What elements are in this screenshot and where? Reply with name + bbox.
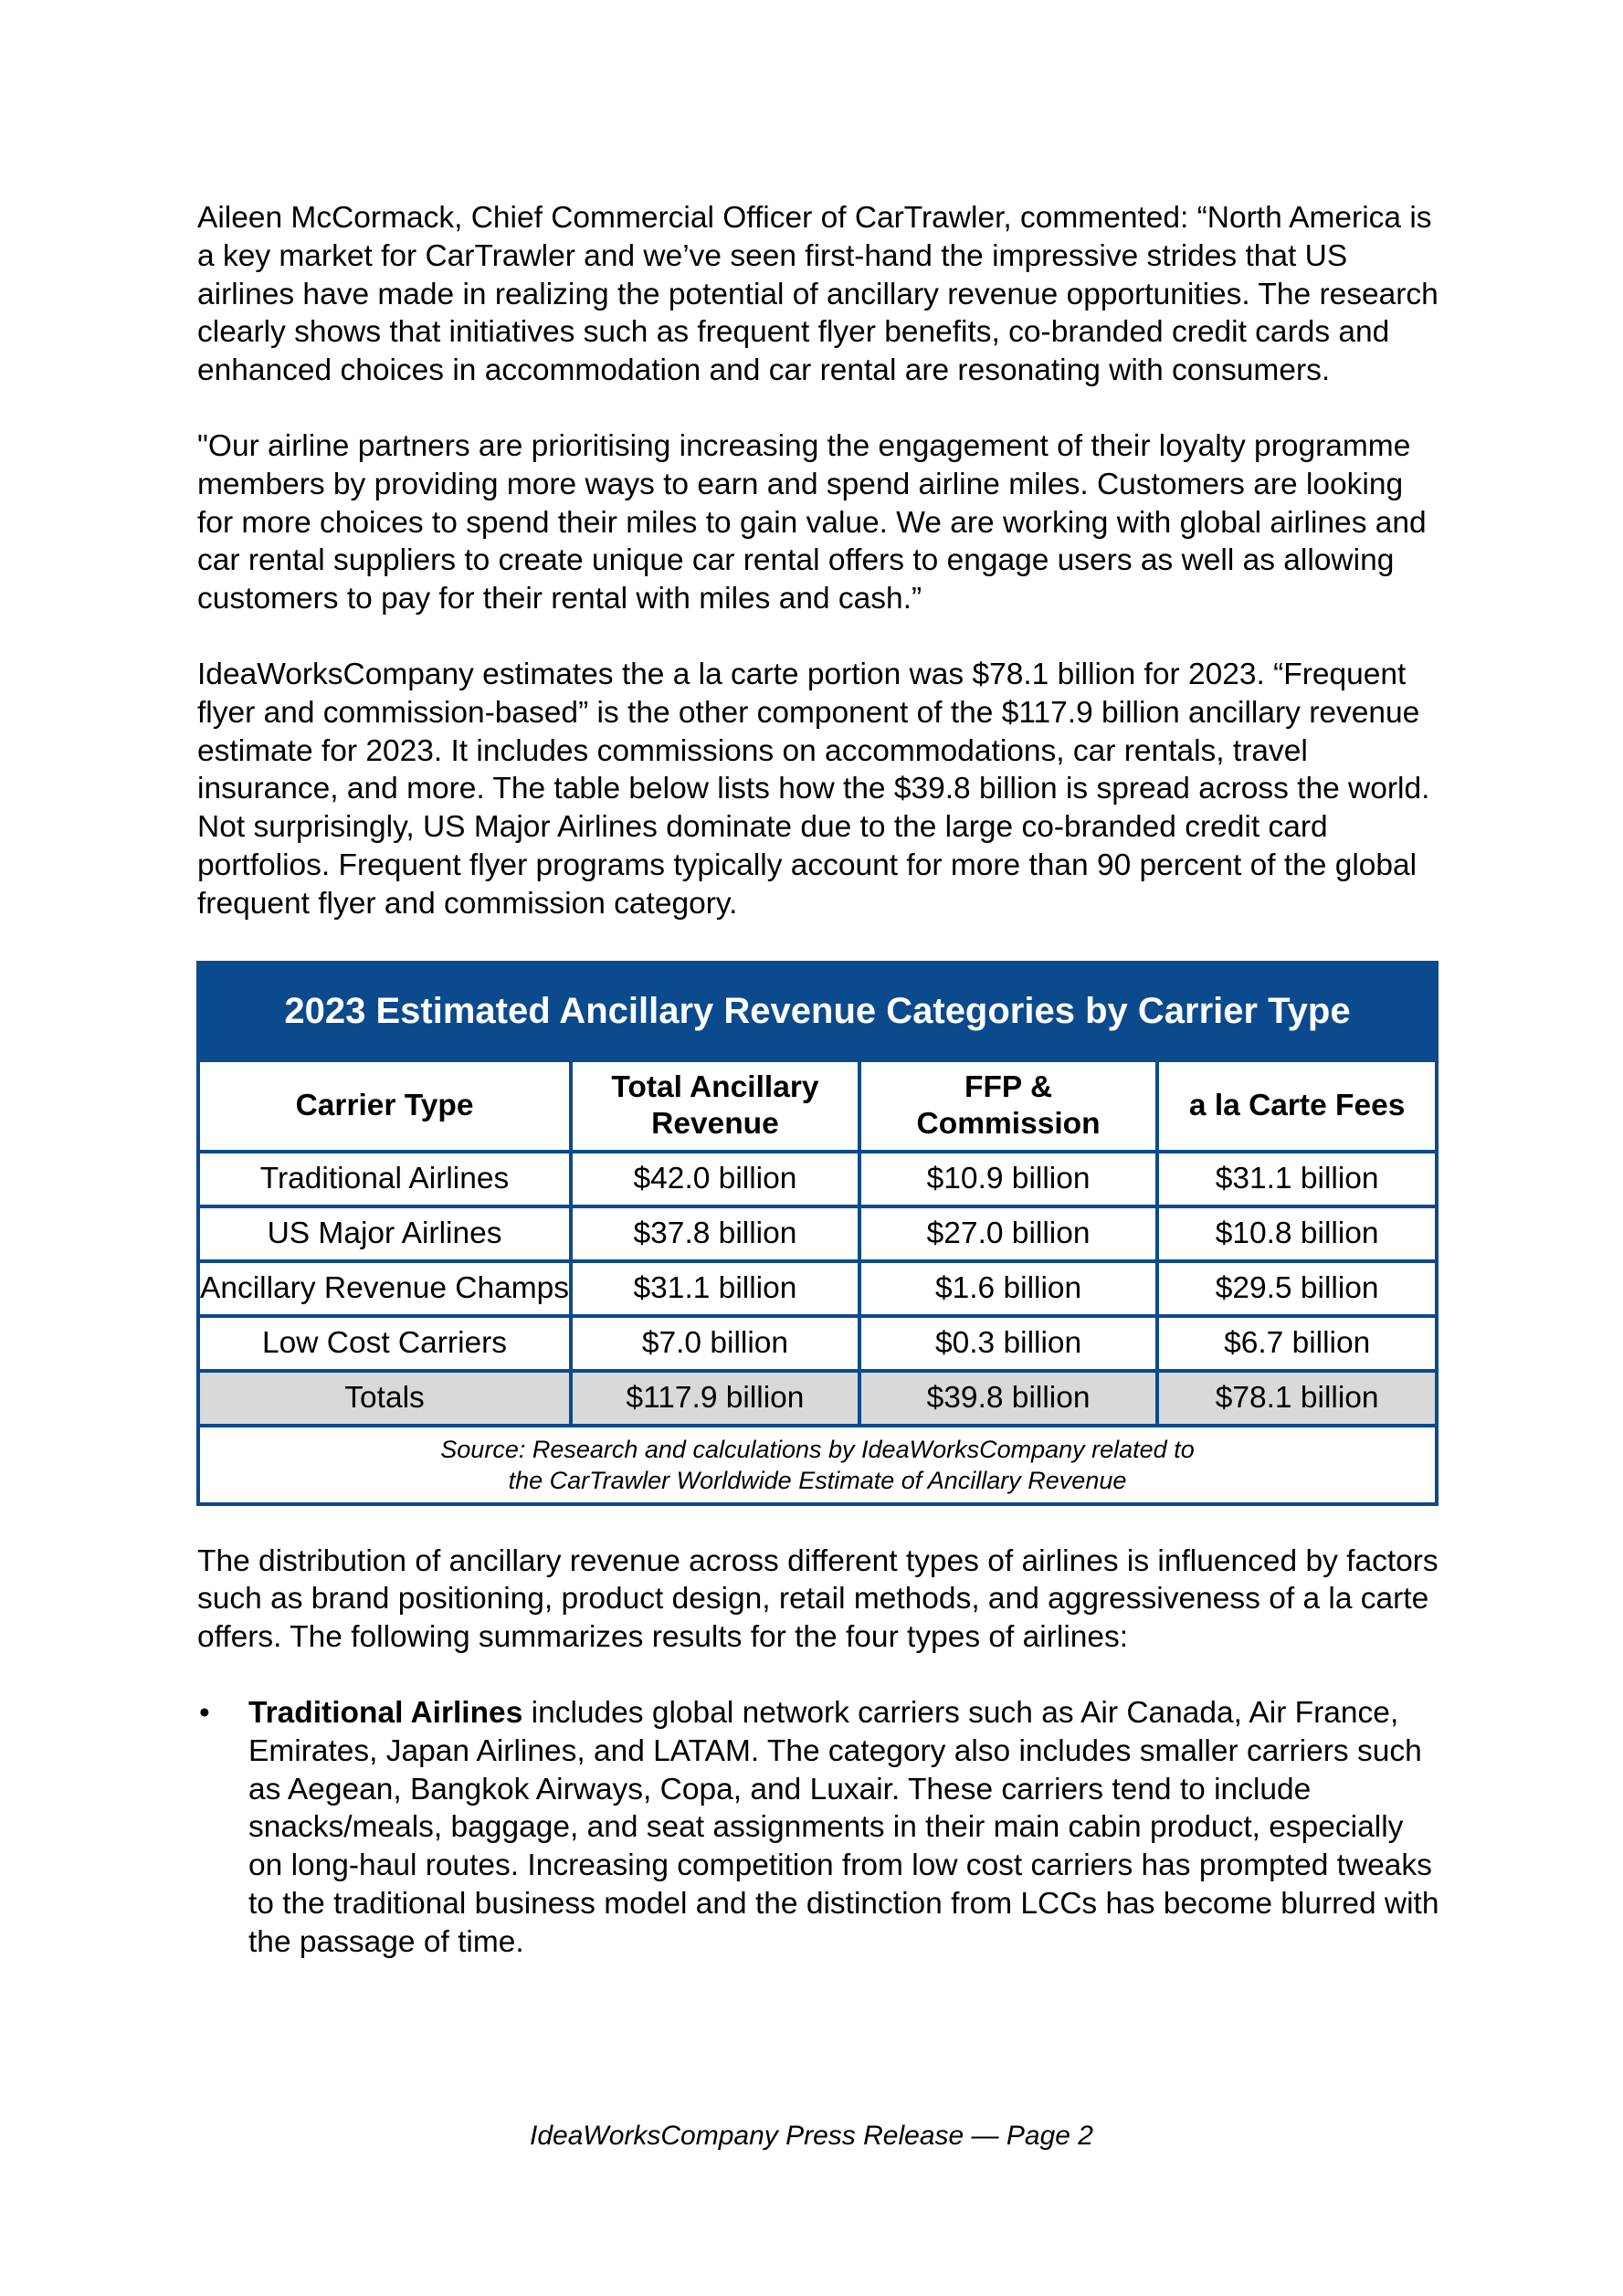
column-header-alacarte: a la Carte Fees [1157,1060,1437,1152]
source-row [198,1426,1437,1504]
cell: Totals [198,1371,571,1426]
revenue-table [196,961,1439,1506]
column-header-ffp: FFP & Commission [859,1060,1157,1152]
cell: $39.8 billion [859,1371,1157,1426]
column-header-total: Total Ancillary Revenue [571,1060,859,1152]
revenue-table-container [197,961,1439,1506]
cell: $27.0 billion [859,1206,1157,1261]
cell: $78.1 billion [1157,1371,1437,1426]
source-line-1: Source: Research and calculations by IdeaWorksCompany related to [440,1435,1195,1463]
document-page [197,199,1439,1962]
paragraph-distribution: The distribution of ancillary revenue across different types of airlines is influenced by factors such as brand positioning, product design, retail methods, and aggressiveness of a la carte offers. The following summarizes results for the four types of airlines: [197,1543,1439,1655]
table-row [198,1152,1437,1206]
cell: $0.3 billion [859,1316,1157,1371]
totals-row [198,1371,1437,1426]
cell: $42.0 billion [571,1152,859,1206]
table-header-row [198,1060,1437,1152]
cell: $10.9 billion [859,1152,1157,1206]
cell: $1.6 billion [859,1261,1157,1316]
cell: US Major Airlines [198,1206,571,1261]
carrier-type-list [197,1694,1439,1962]
source-note [198,1426,1437,1504]
table-title: 2023 Estimated Ancillary Revenue Categories by Carrier Type [198,963,1437,1060]
cell: $37.8 billion [571,1206,859,1261]
paragraph-airline-partners: "Our airline partners are prioritising increasing the engagement of their loyalty programme members by providing more ways to earn and spend airline miles. Customers are looking for more choices to spend their miles to gain value. We are working with global airlines and car rental suppliers to create unique car rental offers to engage users as well as allowing customers to pay for their rental with miles and cash.” [197,428,1427,616]
table-row [198,1316,1437,1371]
list-item-term: Traditional Airlines [248,1695,523,1730]
source-line-2: the CarTrawler Worldwide Estimate of Ancillary Revenue [508,1466,1127,1494]
cell: $31.1 billion [1157,1152,1437,1206]
cell: Ancillary Revenue Champs [198,1261,571,1316]
paragraph-estimates: IdeaWorksCompany estimates the a la carte portion was $78.1 billion for 2023. “Frequent flyer and commission-based” is the other component of the $117.9 billion ancillary revenue estimate for 2023. It includes commissions on accommodations, car rentals, travel insurance, and more. The table below lists how the $39.8 billion is spread across the world. Not surprisingly, US Major Airlines dominate due to the large co-branded credit card portfolios. Frequent flyer programs typically account for more than 90 percent of the global frequent flyer and commission category. [197,657,1430,921]
bullet-icon: • [199,1695,210,1730]
cell: $31.1 billion [571,1261,859,1316]
column-header-carrier-type: Carrier Type [198,1060,571,1152]
cell: $29.5 billion [1157,1261,1437,1316]
cell: $7.0 billion [571,1316,859,1371]
table-row [198,1206,1437,1261]
table-row [198,1261,1437,1316]
paragraph-mccormack-quote: Aileen McCormack, Chief Commercial Officer of CarTrawler, commented: “North America is a key market for CarTrawler and we’ve seen first-hand the impressive strides that US airlines have made in realizing the potential of ancillary revenue opportunities. The research clearly shows that initiatives such as frequent flyer benefits, co-branded credit cards and enhanced choices in accommodation and car rental are resonating with consumers. [197,201,1439,388]
cell: Traditional Airlines [198,1152,571,1206]
page-footer: IdeaWorksCompany Press Release — Page 2 [530,2121,1093,2151]
cell: $117.9 billion [571,1371,859,1426]
cell: $10.8 billion [1157,1206,1437,1261]
list-item-text: includes global network carriers such as Air Canada, Air France, Emirates, Japan Airlines, and LATAM. The category also includes smaller carriers such as Aegean, Bangkok Airways, Copa, and Luxair. These carriers tend to include snacks/meals, baggage, and seat assignments in their main cabin product, especially on long-haul routes. Increasing competition from low cost carriers has prompted tweaks to the traditional business model and the distinction from LCCs has become blurred with the passage of time. [248,1695,1439,1959]
cell: Low Cost Carriers [198,1316,571,1371]
list-item [197,1694,1439,1962]
cell: $6.7 billion [1157,1316,1437,1371]
